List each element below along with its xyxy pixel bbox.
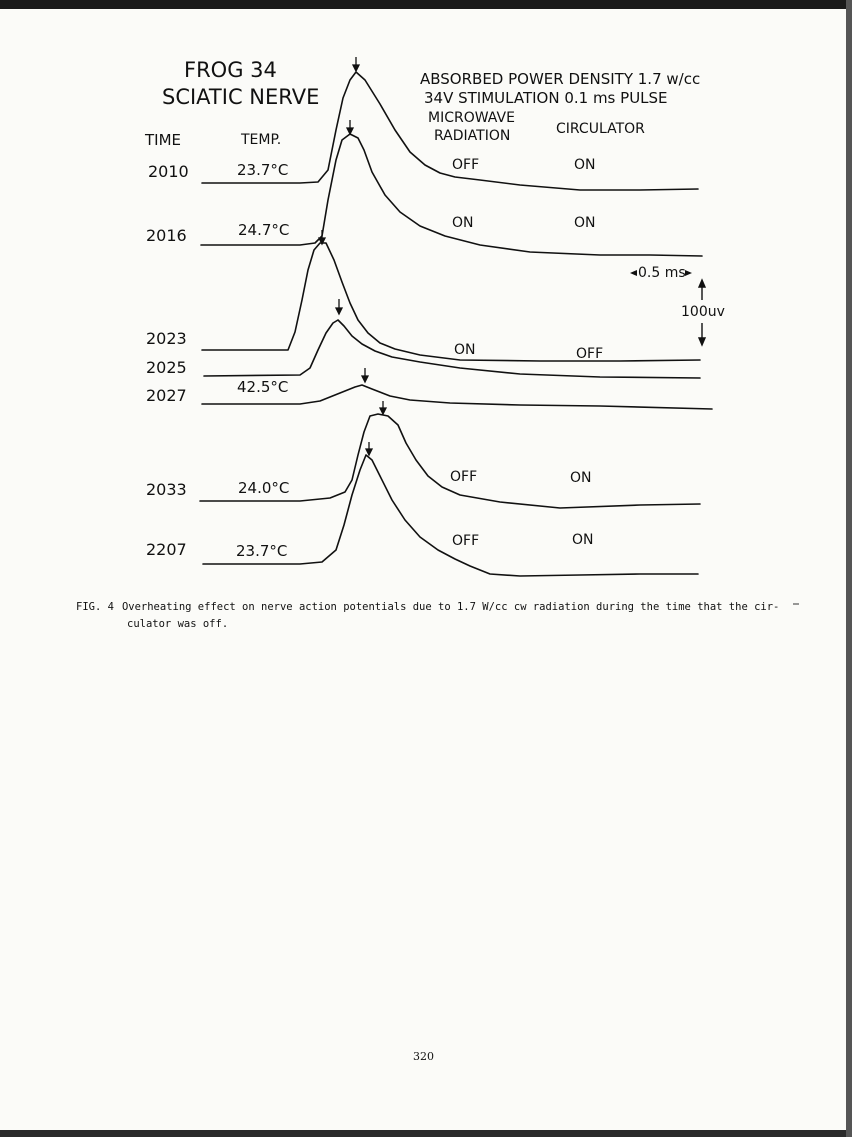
figure-title-line2: SCIATIC NERVE xyxy=(162,85,320,109)
row-microwave: OFF xyxy=(450,469,478,485)
row-temp: 24.0°C xyxy=(238,479,290,497)
figure-title-line1: FROG 34 xyxy=(184,58,277,82)
caption-line1: Overheating effect on nerve action potentials due to 1.7 W/cc cw radiation during the time that the cir- xyxy=(121,601,780,613)
arrow-marker-2010 xyxy=(353,57,359,71)
row-temp: 42.5°C xyxy=(237,378,289,396)
row-circulator: OFF xyxy=(576,346,604,362)
column-temp: TEMP. xyxy=(241,132,282,148)
scan-top-border xyxy=(0,0,852,9)
caption-label: FIG. 4 xyxy=(76,601,114,613)
row-time: 2033 xyxy=(146,480,187,499)
row-temp: 23.7°C xyxy=(236,542,288,560)
row-time: 2010 xyxy=(148,162,189,181)
row-microwave: ON xyxy=(452,215,474,231)
row-temp: 24.7°C xyxy=(238,221,290,239)
conditions-line1: ABSORBED POWER DENSITY 1.7 w/cc xyxy=(420,70,701,88)
voltage-scale-label: 100uv xyxy=(681,304,725,320)
row-time: 2027 xyxy=(146,386,187,405)
caption-line2: culator was off. xyxy=(127,618,229,630)
scan-bottom-border xyxy=(0,1130,852,1137)
time-scale-label: 0.5 ms xyxy=(638,265,686,281)
row-circulator: ON xyxy=(574,215,596,231)
column-circulator: CIRCULATOR xyxy=(556,121,645,137)
row-time: 2016 xyxy=(146,226,187,245)
arrow-marker-2027 xyxy=(362,368,368,382)
arrow-marker-2025 xyxy=(336,299,342,314)
row-time: 2023 xyxy=(146,329,187,348)
column-microwave-line2: RADIATION xyxy=(434,128,511,144)
row-circulator: ON xyxy=(572,532,594,548)
scan-right-border xyxy=(846,0,852,1137)
arrow-marker-2016 xyxy=(347,120,353,134)
arrow-marker-2033 xyxy=(380,401,386,414)
row-time: 2207 xyxy=(146,540,187,559)
row-time: 2025 xyxy=(146,358,187,377)
trace-2023 xyxy=(202,243,700,361)
row-microwave: ON xyxy=(454,342,476,358)
trace-2025 xyxy=(204,320,700,378)
column-time: TIME xyxy=(145,131,182,149)
conditions-line2: 34V STIMULATION 0.1 ms PULSE xyxy=(424,89,668,107)
figure-caption xyxy=(76,599,786,633)
row-temp: 23.7°C xyxy=(237,161,289,179)
row-microwave: OFF xyxy=(452,157,480,173)
column-microwave-line1: MICROWAVE xyxy=(428,110,515,126)
row-circulator: ON xyxy=(574,157,596,173)
row-circulator: ON xyxy=(570,470,592,486)
row-microwave: OFF xyxy=(452,533,480,549)
page-number: 320 xyxy=(413,1050,434,1063)
arrow-marker-2207 xyxy=(366,442,372,455)
